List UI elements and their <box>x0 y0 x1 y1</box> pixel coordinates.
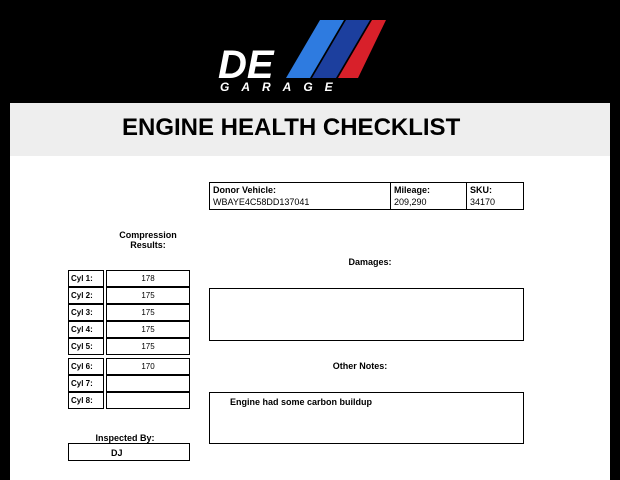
other-notes-value: Engine had some carbon buildup <box>230 397 373 407</box>
vehicle-divider-2 <box>466 182 467 210</box>
other-notes-label: Other Notes: <box>332 361 388 371</box>
cylinder-label: Cyl 1: <box>68 270 104 287</box>
cylinder-label: Cyl 8: <box>68 392 104 409</box>
cylinder-label: Cyl 2: <box>68 287 104 304</box>
mileage-label: Mileage: <box>394 185 431 195</box>
cylinder-value: 170 <box>106 358 190 375</box>
checklist-sheet <box>10 103 610 480</box>
damages-label: Damages: <box>348 257 392 267</box>
inspected-by-box <box>68 443 190 461</box>
vehicle-divider-1 <box>390 182 391 210</box>
cylinder-value: 178 <box>106 270 190 287</box>
cylinder-value: 175 <box>106 304 190 321</box>
other-notes-box <box>209 392 524 444</box>
cylinder-label: Cyl 6: <box>68 358 104 375</box>
mileage-value: 209,290 <box>394 197 427 207</box>
cylinder-label: Cyl 4: <box>68 321 104 338</box>
logo-letters: DE <box>218 43 274 87</box>
logo-subtitle: GARAGE <box>220 80 345 94</box>
sku-value: 34170 <box>470 197 496 207</box>
damages-box <box>209 288 524 341</box>
sku-label: SKU: <box>470 185 492 195</box>
cylinder-value: 175 <box>106 287 190 304</box>
cylinder-value <box>106 375 190 392</box>
donor-vehicle-label: Donor Vehicle: <box>213 185 277 195</box>
damages-value <box>228 293 232 295</box>
page-title: ENGINE HEALTH CHECKLIST <box>122 114 461 141</box>
cylinder-value <box>106 392 190 409</box>
donor-vehicle-value: WBAYE4C58DD137041 <box>213 197 310 207</box>
cylinder-value: 175 <box>106 321 190 338</box>
compression-heading: Compression Results: <box>119 230 177 250</box>
inspected-by-label: Inspected By: <box>95 433 155 443</box>
cylinder-value: 175 <box>106 338 190 355</box>
cylinder-label: Cyl 7: <box>68 375 104 392</box>
cylinder-label: Cyl 3: <box>68 304 104 321</box>
header <box>0 0 620 103</box>
title-band <box>10 103 610 156</box>
inspected-by-value: DJ <box>111 448 123 458</box>
cylinder-label: Cyl 5: <box>68 338 104 355</box>
